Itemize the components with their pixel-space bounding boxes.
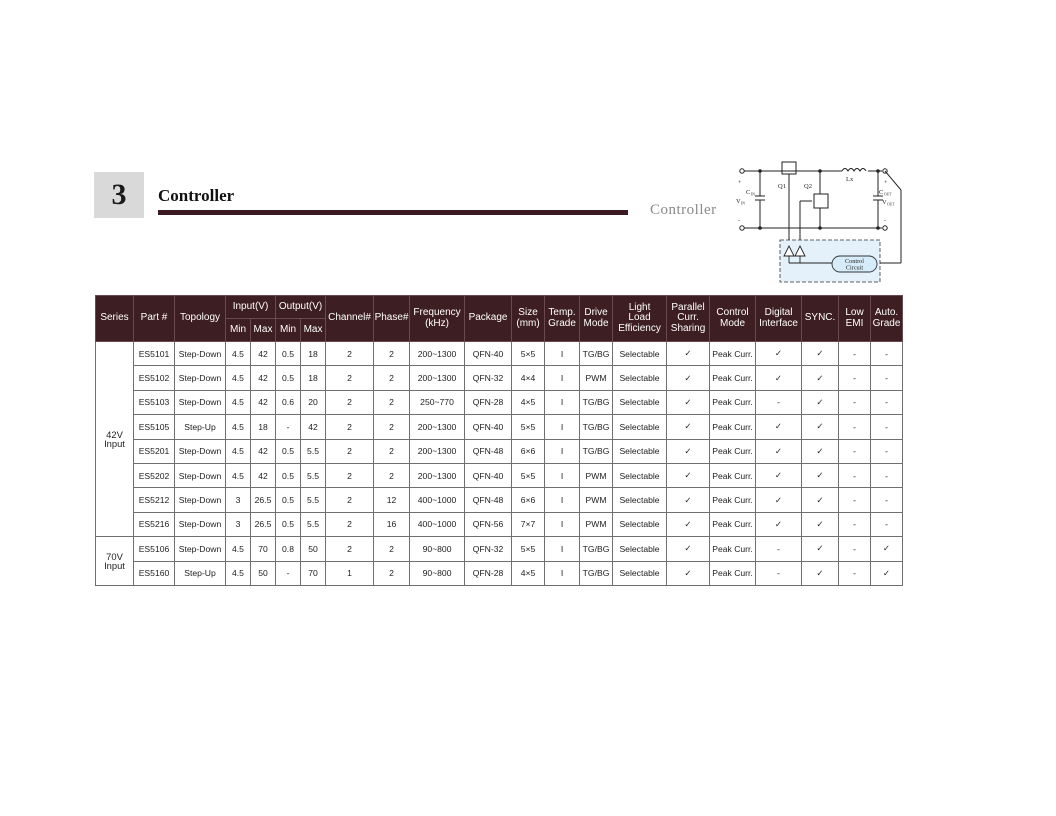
cell-part: ES5201 <box>134 439 175 463</box>
cell-out-max: 50 <box>301 537 326 561</box>
header-phase: Phase# <box>374 296 410 342</box>
cell-in-max: 42 <box>251 366 276 390</box>
cell-freq: 200~1300 <box>410 342 465 366</box>
cell-channel: 2 <box>326 512 374 536</box>
cell-parallel: ✓ <box>667 390 710 414</box>
cell-digital: ✓ <box>756 512 802 536</box>
cell-emi: - <box>839 488 871 512</box>
series-group-label: 70V Input <box>96 537 134 586</box>
cell-size: 4×4 <box>512 366 545 390</box>
cell-digital: - <box>756 390 802 414</box>
cell-in-min: 4.5 <box>226 537 251 561</box>
cell-sync: ✓ <box>802 561 839 585</box>
cell-phase: 2 <box>374 342 410 366</box>
cell-drive: TG/BG <box>580 390 613 414</box>
cell-emi: - <box>839 512 871 536</box>
cell-auto: - <box>871 415 903 439</box>
cell-emi: - <box>839 537 871 561</box>
cell-topology: Step-Down <box>175 390 226 414</box>
cell-out-min: 0.5 <box>276 512 301 536</box>
cell-parallel: ✓ <box>667 342 710 366</box>
vin-sub: IN <box>741 201 745 206</box>
cell-control: Peak Curr. <box>710 512 756 536</box>
header-part: Part # <box>134 296 175 342</box>
cell-package: QFN-28 <box>465 390 512 414</box>
cell-control: Peak Curr. <box>710 366 756 390</box>
header-series: Series <box>96 296 134 342</box>
cell-in-min: 4.5 <box>226 366 251 390</box>
cell-channel: 2 <box>326 488 374 512</box>
cell-out-min: 0.8 <box>276 537 301 561</box>
cell-phase: 2 <box>374 390 410 414</box>
cell-auto: - <box>871 366 903 390</box>
cell-phase: 2 <box>374 439 410 463</box>
cell-part: ES5102 <box>134 366 175 390</box>
cell-topology: Step-Down <box>175 463 226 487</box>
cell-light: Selectable <box>613 488 667 512</box>
cell-part: ES5103 <box>134 390 175 414</box>
cell-freq: 400~1000 <box>410 512 465 536</box>
header-parallel: Parallel Curr. Sharing <box>667 296 710 342</box>
cell-digital: ✓ <box>756 463 802 487</box>
cell-topology: Step-Down <box>175 366 226 390</box>
cell-auto: ✓ <box>871 537 903 561</box>
cell-in-min: 3 <box>226 488 251 512</box>
table-row <box>96 439 903 463</box>
cell-in-max: 70 <box>251 537 276 561</box>
cell-topology: Step-Down <box>175 342 226 366</box>
cell-parallel: ✓ <box>667 537 710 561</box>
cell-size: 4×5 <box>512 390 545 414</box>
cell-in-min: 4.5 <box>226 463 251 487</box>
cell-sync: ✓ <box>802 537 839 561</box>
cell-control: Peak Curr. <box>710 415 756 439</box>
cell-parallel: ✓ <box>667 488 710 512</box>
header-auto: Auto. Grade <box>871 296 903 342</box>
cell-out-min: - <box>276 561 301 585</box>
vout-sub: OUT <box>887 202 895 207</box>
cell-sync: ✓ <box>802 415 839 439</box>
cell-light: Selectable <box>613 512 667 536</box>
cell-out-max: 5.5 <box>301 488 326 512</box>
cell-out-max: 5.5 <box>301 512 326 536</box>
vin-label: V <box>736 198 741 205</box>
cell-out-max: 18 <box>301 366 326 390</box>
cell-topology: Step-Down <box>175 488 226 512</box>
cell-channel: 2 <box>326 537 374 561</box>
cell-package: QFN-28 <box>465 561 512 585</box>
cell-phase: 2 <box>374 537 410 561</box>
circuit-diagram <box>732 160 912 288</box>
cell-phase: 16 <box>374 512 410 536</box>
cell-part: ES5212 <box>134 488 175 512</box>
cell-parallel: ✓ <box>667 463 710 487</box>
cell-control: Peak Curr. <box>710 390 756 414</box>
cell-emi: - <box>839 415 871 439</box>
cell-in-min: 4.5 <box>226 439 251 463</box>
cell-topology: Step-Down <box>175 537 226 561</box>
cell-out-max: 20 <box>301 390 326 414</box>
cell-control: Peak Curr. <box>710 463 756 487</box>
cell-digital: ✓ <box>756 439 802 463</box>
cell-size: 5×5 <box>512 537 545 561</box>
table-row <box>96 537 903 561</box>
q1-label: Q1 <box>778 183 786 190</box>
table-row <box>96 561 903 585</box>
cell-temp: I <box>545 463 580 487</box>
header-sync: SYNC. <box>802 296 839 342</box>
cell-out-min: 0.5 <box>276 488 301 512</box>
cell-in-max: 42 <box>251 342 276 366</box>
cell-out-min: - <box>276 415 301 439</box>
cell-temp: I <box>545 366 580 390</box>
cell-part: ES5202 <box>134 463 175 487</box>
cell-sync: ✓ <box>802 512 839 536</box>
vout-minus: - <box>884 218 886 224</box>
header-channel: Channel# <box>326 296 374 342</box>
cell-emi: - <box>839 366 871 390</box>
vin-minus: - <box>738 218 740 224</box>
cell-sync: ✓ <box>802 439 839 463</box>
cell-package: QFN-48 <box>465 439 512 463</box>
cell-phase: 2 <box>374 463 410 487</box>
cell-digital: - <box>756 561 802 585</box>
cell-out-max: 42 <box>301 415 326 439</box>
cell-out-min: 0.5 <box>276 463 301 487</box>
cell-part: ES5101 <box>134 342 175 366</box>
cell-drive: PWM <box>580 488 613 512</box>
vout-label: V <box>882 199 887 206</box>
cell-freq: 200~1300 <box>410 463 465 487</box>
cell-in-min: 4.5 <box>226 415 251 439</box>
cell-auto: - <box>871 488 903 512</box>
cell-part: ES5216 <box>134 512 175 536</box>
cell-auto: - <box>871 512 903 536</box>
cell-parallel: ✓ <box>667 415 710 439</box>
cell-part: ES5105 <box>134 415 175 439</box>
cell-digital: - <box>756 537 802 561</box>
cell-temp: I <box>545 561 580 585</box>
cell-part: ES5160 <box>134 561 175 585</box>
cell-parallel: ✓ <box>667 561 710 585</box>
title-rule <box>158 210 628 215</box>
cell-in-max: 50 <box>251 561 276 585</box>
cell-size: 6×6 <box>512 439 545 463</box>
cell-in-max: 18 <box>251 415 276 439</box>
cell-in-min: 3 <box>226 512 251 536</box>
cin-sub: IN <box>751 192 755 197</box>
cell-phase: 12 <box>374 488 410 512</box>
lx-label: Lx <box>846 176 854 183</box>
cell-out-min: 0.5 <box>276 342 301 366</box>
q2-label: Q2 <box>804 183 812 190</box>
cell-topology: Step-Up <box>175 415 226 439</box>
cell-drive: PWM <box>580 512 613 536</box>
table-row <box>96 512 903 536</box>
cell-channel: 2 <box>326 439 374 463</box>
cell-size: 5×5 <box>512 342 545 366</box>
cell-phase: 2 <box>374 561 410 585</box>
cell-drive: TG/BG <box>580 537 613 561</box>
cell-drive: TG/BG <box>580 561 613 585</box>
cell-control: Peak Curr. <box>710 561 756 585</box>
cell-package: QFN-40 <box>465 342 512 366</box>
vin-plus: + <box>738 180 742 186</box>
cell-digital: ✓ <box>756 342 802 366</box>
cell-light: Selectable <box>613 439 667 463</box>
cell-phase: 2 <box>374 415 410 439</box>
header-control-mode: Control Mode <box>710 296 756 342</box>
cell-freq: 200~1300 <box>410 415 465 439</box>
header-emi: Low EMI <box>839 296 871 342</box>
cell-size: 5×5 <box>512 463 545 487</box>
cin-label: C <box>746 189 751 196</box>
cell-temp: I <box>545 415 580 439</box>
cell-package: QFN-56 <box>465 512 512 536</box>
cell-topology: Step-Down <box>175 512 226 536</box>
cell-out-max: 5.5 <box>301 439 326 463</box>
header-input-max: Max <box>251 319 276 342</box>
cell-drive: TG/BG <box>580 439 613 463</box>
cell-sync: ✓ <box>802 463 839 487</box>
cell-in-max: 26.5 <box>251 512 276 536</box>
cout-label: C <box>879 189 884 196</box>
cell-temp: I <box>545 342 580 366</box>
cell-in-min: 4.5 <box>226 342 251 366</box>
cell-channel: 1 <box>326 561 374 585</box>
cell-freq: 200~1300 <box>410 366 465 390</box>
cell-part: ES5106 <box>134 537 175 561</box>
header-output-max: Max <box>301 319 326 342</box>
cell-light: Selectable <box>613 537 667 561</box>
section-label: Controller <box>650 202 717 218</box>
cell-sync: ✓ <box>802 488 839 512</box>
header-topology: Topology <box>175 296 226 342</box>
cell-auto: - <box>871 463 903 487</box>
cell-temp: I <box>545 488 580 512</box>
header-light-load: Light Load Efficiency <box>613 296 667 342</box>
cell-temp: I <box>545 390 580 414</box>
cell-auto: - <box>871 342 903 366</box>
cell-freq: 90~800 <box>410 561 465 585</box>
control-circuit-label-1: Control <box>845 258 864 265</box>
cell-package: QFN-48 <box>465 488 512 512</box>
cell-size: 4×5 <box>512 561 545 585</box>
header-package: Package <box>465 296 512 342</box>
cell-temp: I <box>545 537 580 561</box>
header-digital: Digital Interface <box>756 296 802 342</box>
cell-sync: ✓ <box>802 390 839 414</box>
table-row <box>96 342 903 366</box>
chapter-title: Controller <box>158 186 235 205</box>
cell-digital: ✓ <box>756 366 802 390</box>
header-input-min: Min <box>226 319 251 342</box>
header-input: Input(V) <box>226 296 276 319</box>
cell-light: Selectable <box>613 561 667 585</box>
cell-in-max: 26.5 <box>251 488 276 512</box>
cell-size: 7×7 <box>512 512 545 536</box>
cell-temp: I <box>545 512 580 536</box>
header-output: Output(V) <box>276 296 326 319</box>
cell-freq: 90~800 <box>410 537 465 561</box>
cell-in-max: 42 <box>251 463 276 487</box>
cell-phase: 2 <box>374 366 410 390</box>
cell-channel: 2 <box>326 366 374 390</box>
cell-emi: - <box>839 561 871 585</box>
cell-freq: 200~1300 <box>410 439 465 463</box>
cell-drive: TG/BG <box>580 342 613 366</box>
cell-freq: 400~1000 <box>410 488 465 512</box>
cell-package: QFN-32 <box>465 537 512 561</box>
cell-control: Peak Curr. <box>710 488 756 512</box>
cell-out-max: 70 <box>301 561 326 585</box>
cell-emi: - <box>839 439 871 463</box>
cell-channel: 2 <box>326 390 374 414</box>
series-group-label: 42V Input <box>96 342 134 537</box>
cell-light: Selectable <box>613 463 667 487</box>
cell-control: Peak Curr. <box>710 342 756 366</box>
cell-size: 5×5 <box>512 415 545 439</box>
cell-in-max: 42 <box>251 439 276 463</box>
chapter-number: 3 <box>94 172 144 218</box>
cell-channel: 2 <box>326 463 374 487</box>
cell-out-min: 0.5 <box>276 439 301 463</box>
cell-control: Peak Curr. <box>710 537 756 561</box>
cell-drive: PWM <box>580 366 613 390</box>
cell-temp: I <box>545 439 580 463</box>
cell-freq: 250~770 <box>410 390 465 414</box>
header-frequency: Frequency (kHz) <box>410 296 465 342</box>
cell-sync: ✓ <box>802 366 839 390</box>
cell-out-max: 5.5 <box>301 463 326 487</box>
cell-light: Selectable <box>613 415 667 439</box>
vout-plus: + <box>884 180 888 186</box>
cell-emi: - <box>839 390 871 414</box>
cell-parallel: ✓ <box>667 439 710 463</box>
cell-in-min: 4.5 <box>226 390 251 414</box>
header-drive: Drive Mode <box>580 296 613 342</box>
cell-topology: Step-Down <box>175 439 226 463</box>
cell-light: Selectable <box>613 342 667 366</box>
table-row <box>96 463 903 487</box>
cell-topology: Step-Up <box>175 561 226 585</box>
table-row <box>96 390 903 414</box>
header-output-min: Min <box>276 319 301 342</box>
cell-light: Selectable <box>613 390 667 414</box>
cell-out-min: 0.5 <box>276 366 301 390</box>
table-row <box>96 415 903 439</box>
cell-control: Peak Curr. <box>710 439 756 463</box>
cell-drive: TG/BG <box>580 415 613 439</box>
table-row <box>96 366 903 390</box>
cell-emi: - <box>839 463 871 487</box>
cell-package: QFN-40 <box>465 463 512 487</box>
cell-auto: ✓ <box>871 561 903 585</box>
cell-channel: 2 <box>326 342 374 366</box>
cell-sync: ✓ <box>802 342 839 366</box>
cell-parallel: ✓ <box>667 366 710 390</box>
header-size: Size (mm) <box>512 296 545 342</box>
cell-in-max: 42 <box>251 390 276 414</box>
cell-emi: - <box>839 342 871 366</box>
controller-spec-table <box>95 295 903 586</box>
cell-in-min: 4.5 <box>226 561 251 585</box>
cell-digital: ✓ <box>756 488 802 512</box>
cell-out-max: 18 <box>301 342 326 366</box>
cell-channel: 2 <box>326 415 374 439</box>
cell-digital: ✓ <box>756 415 802 439</box>
control-circuit-label-2: Circuit <box>845 264 864 272</box>
table-row <box>96 488 903 512</box>
cell-auto: - <box>871 390 903 414</box>
cell-package: QFN-40 <box>465 415 512 439</box>
header-temp: Temp. Grade <box>545 296 580 342</box>
cell-drive: PWM <box>580 463 613 487</box>
cell-auto: - <box>871 439 903 463</box>
cout-sub: OUT <box>884 192 892 197</box>
cell-out-min: 0.6 <box>276 390 301 414</box>
cell-light: Selectable <box>613 366 667 390</box>
cell-parallel: ✓ <box>667 512 710 536</box>
cell-package: QFN-32 <box>465 366 512 390</box>
cell-size: 6×6 <box>512 488 545 512</box>
table-body <box>96 342 903 586</box>
